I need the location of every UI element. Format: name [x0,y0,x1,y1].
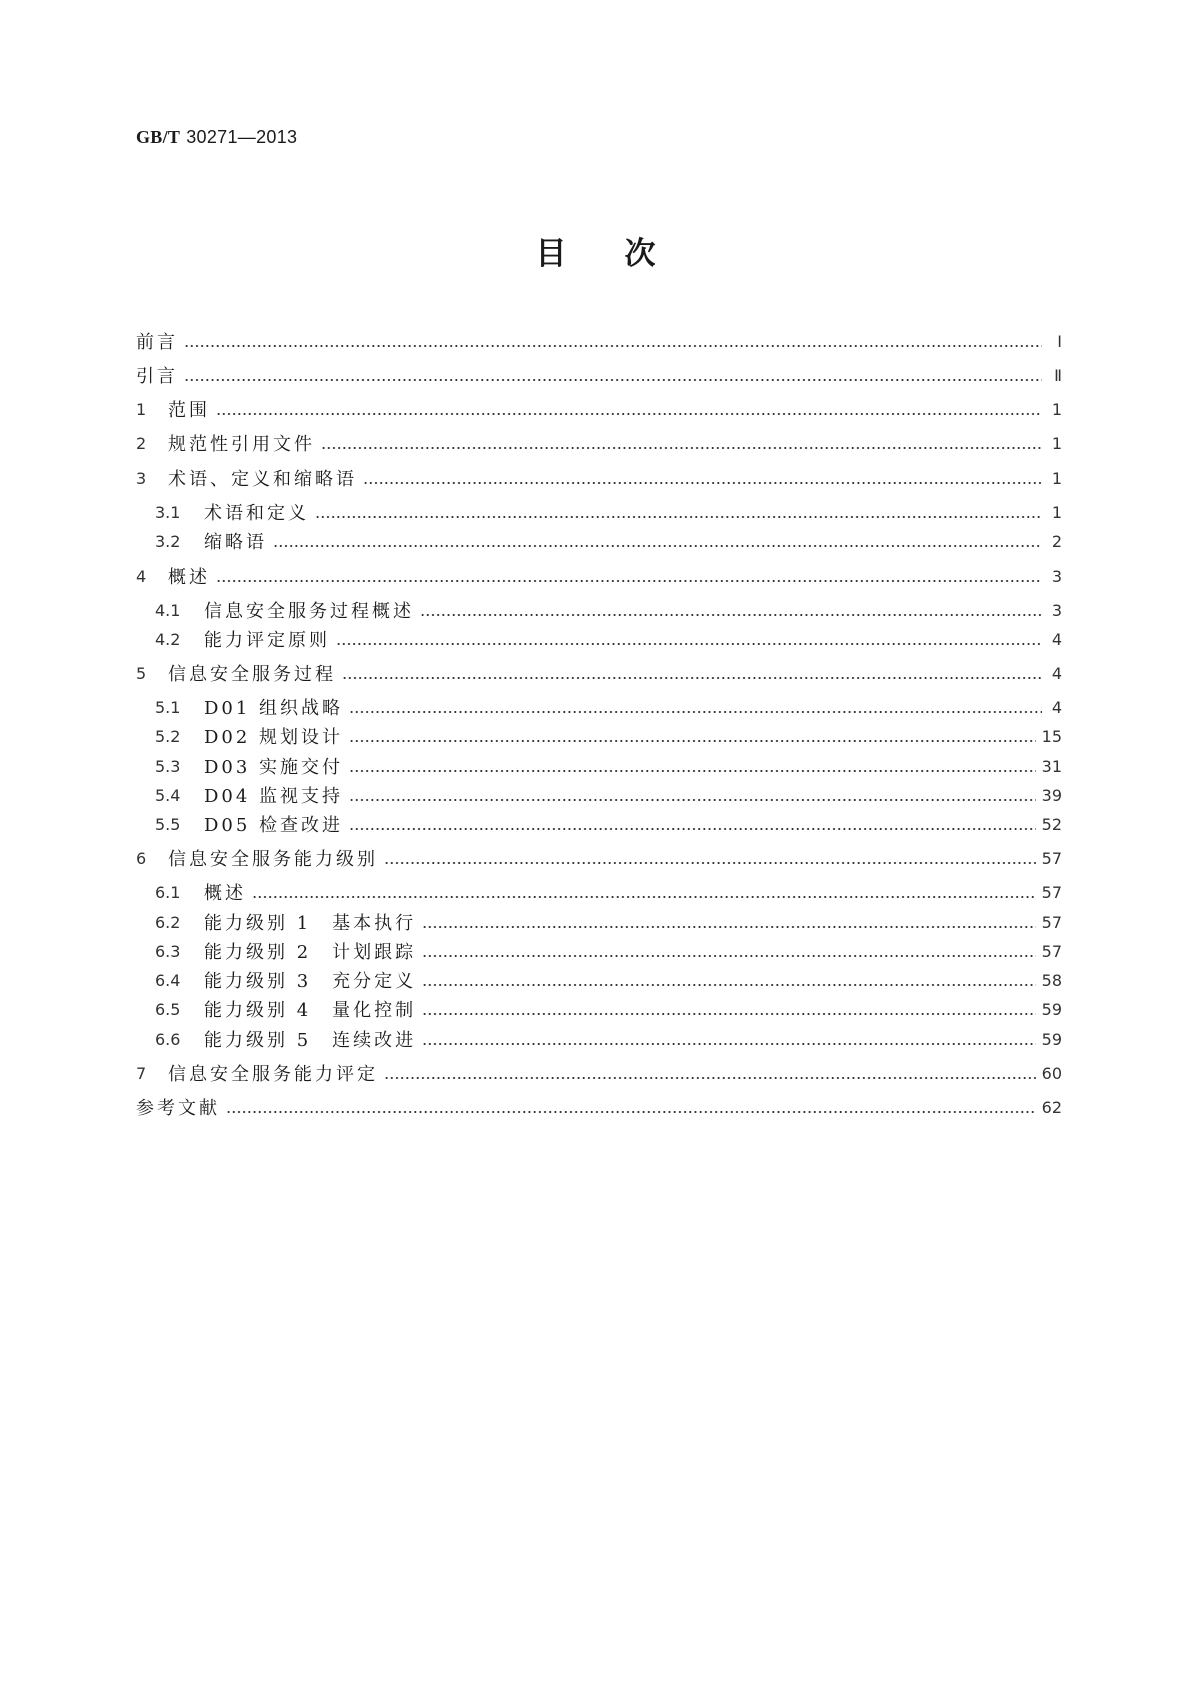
toc-entry-page-number: 3 [1051,600,1062,620]
toc-entry[interactable] [136,597,1062,623]
toc-entry[interactable] [136,782,1062,808]
toc-entry[interactable] [136,362,1062,388]
toc-entry-number: 6.5 [155,999,181,1019]
toc-entry-label: 概述 [168,567,210,588]
toc-entry-label: 信息安全服务过程 [168,664,336,685]
toc-entry-label: 信息安全服务能力评定 [168,1064,378,1085]
toc-entry-label: D04 监视支持 [204,786,344,807]
toc-entry-page-number: 15 [1041,726,1062,746]
toc-entry[interactable] [136,694,1062,720]
toc-entry[interactable] [136,626,1062,652]
toc-entry-number: 5.1 [155,697,181,717]
toc-entry-page-number: Ⅱ [1054,365,1062,385]
toc-entry-page-number: 57 [1041,882,1062,902]
toc-entry-page-number: 1 [1051,433,1062,453]
toc-entry-number: 6.1 [155,882,181,902]
toc-entry-page-number: 1 [1051,468,1062,488]
toc-entry[interactable] [136,396,1062,422]
toc-entry-page-number: 2 [1051,531,1062,551]
toc-entry[interactable] [136,845,1062,871]
standard-number: 30271—2013 [186,127,298,147]
toc-entry[interactable] [136,879,1062,905]
toc-entry-number: 3.2 [155,531,181,551]
toc-entry-label: 术语、定义和缩略语 [168,469,357,490]
toc-entry-number: 1 [136,399,147,419]
dot-leader [252,895,1036,899]
toc-entry-page-number: 59 [1041,999,1062,1019]
dot-leader [184,378,1042,382]
toc-entry-label: 前言 [136,332,178,353]
dot-leader [216,579,1042,583]
toc-entry[interactable] [136,430,1062,456]
toc-entry-label: D02 规划设计 [204,727,344,748]
toc-entry-number: 4.1 [155,600,181,620]
dot-leader [315,515,1042,519]
dot-leader [422,954,1035,958]
toc-entry-page-number: 57 [1041,941,1062,961]
dot-leader [349,710,1042,714]
toc-entry-label: 信息安全服务过程概述 [204,601,414,622]
toc-entry[interactable] [136,753,1062,779]
toc-entry-label: 参考文献 [136,1098,220,1119]
toc-entry-label: 能力评定原则 [204,630,330,651]
dot-leader [342,676,1042,680]
dot-leader [384,861,1036,865]
standard-prefix: GB/T [136,127,181,147]
dot-leader [336,642,1042,646]
dot-leader [384,1076,1036,1080]
toc-entry-page-number: 31 [1041,756,1062,776]
toc-entry-number: 7 [136,1063,147,1083]
toc-entry[interactable] [136,1094,1062,1120]
toc-entry-number: 6.3 [155,941,181,961]
toc-entry-label: 术语和定义 [204,503,309,524]
toc-entry[interactable] [136,528,1062,554]
toc-entry-label: 信息安全服务能力级别 [168,849,378,870]
toc-entry-label: 能力级别 2 计划跟踪 [204,942,417,963]
dot-leader [349,827,1036,831]
dot-leader [422,1012,1035,1016]
toc-entry-number: 4 [136,566,147,586]
toc-entry-label: 能力级别 5 连续改进 [204,1030,417,1051]
dot-leader [349,798,1036,802]
toc-entry-number: 3 [136,468,147,488]
toc-entry-page-number: 59 [1041,1029,1062,1049]
toc-entry-page-number: 39 [1041,785,1062,805]
toc-entry-page-number: 4 [1051,663,1062,683]
toc-entry[interactable] [136,465,1062,491]
toc-entry-page-number: Ⅰ [1057,331,1062,351]
dot-leader [422,1042,1035,1046]
toc-entry[interactable] [136,499,1062,525]
toc-entry-label: 能力级别 1 基本执行 [204,913,417,934]
toc-entry-page-number: 52 [1041,814,1062,834]
dot-leader [422,925,1035,929]
dot-leader [422,983,1035,987]
dot-leader [420,613,1042,617]
toc-entry[interactable] [136,938,1062,964]
toc-entry[interactable] [136,967,1062,993]
toc-entry-page-number: 4 [1051,697,1062,717]
toc-entry-label: D03 实施交付 [204,757,344,778]
toc-entry[interactable] [136,328,1062,354]
toc-entry[interactable] [136,660,1062,686]
toc-entry-number: 6.4 [155,970,181,990]
toc-entry-label: 引言 [136,366,178,387]
toc-entry-page-number: 4 [1051,629,1062,649]
toc-entry[interactable] [136,1026,1062,1052]
dot-leader [321,446,1042,450]
toc-entry-number: 5.5 [155,814,181,834]
toc-entry-label: 能力级别 4 量化控制 [204,1000,417,1021]
page-title: 目次 [535,236,714,272]
dot-leader [184,344,1042,348]
dot-leader [216,412,1042,416]
dot-leader [226,1110,1036,1114]
toc-entry-number: 5.4 [155,785,181,805]
toc-entry-label: D05 检查改进 [204,815,344,836]
toc-entry-number: 4.2 [155,629,181,649]
toc-entry-label: 规范性引用文件 [168,434,315,455]
toc-entry-page-number: 57 [1041,848,1062,868]
toc-entry-page-number: 62 [1041,1097,1062,1117]
toc-entry[interactable] [136,1060,1062,1086]
dot-leader [273,544,1042,548]
toc-entry[interactable] [136,563,1062,589]
toc-entry-number: 6.6 [155,1029,181,1049]
toc-entry-number: 5.2 [155,726,181,746]
toc-entry-label: 概述 [204,883,246,904]
toc-entry-number: 6 [136,848,147,868]
toc-entry-label: 范围 [168,400,210,421]
dot-leader [349,769,1036,773]
toc-entry-number: 6.2 [155,912,181,932]
toc-entry-page-number: 1 [1051,399,1062,419]
toc-entry[interactable] [136,996,1062,1022]
toc-entry-label: 缩略语 [204,532,267,553]
toc-entry-number: 2 [136,433,147,453]
toc-entry[interactable] [136,909,1062,935]
toc-entry-label: 能力级别 3 充分定义 [204,971,417,992]
toc-entry[interactable] [136,723,1062,749]
toc-entry[interactable] [136,811,1062,837]
toc-entry-page-number: 60 [1041,1063,1062,1083]
toc-entry-page-number: 1 [1051,502,1062,522]
toc-entry-page-number: 58 [1041,970,1062,990]
dot-leader [349,739,1036,743]
toc-entry-page-number: 3 [1051,566,1062,586]
toc-entry-label: D01 组织战略 [204,698,344,719]
toc-entry-number: 5.3 [155,756,181,776]
toc-entry-number: 5 [136,663,147,683]
standard-code [136,127,297,148]
dot-leader [363,481,1042,485]
toc-entry-page-number: 57 [1041,912,1062,932]
toc-entry-number: 3.1 [155,502,181,522]
